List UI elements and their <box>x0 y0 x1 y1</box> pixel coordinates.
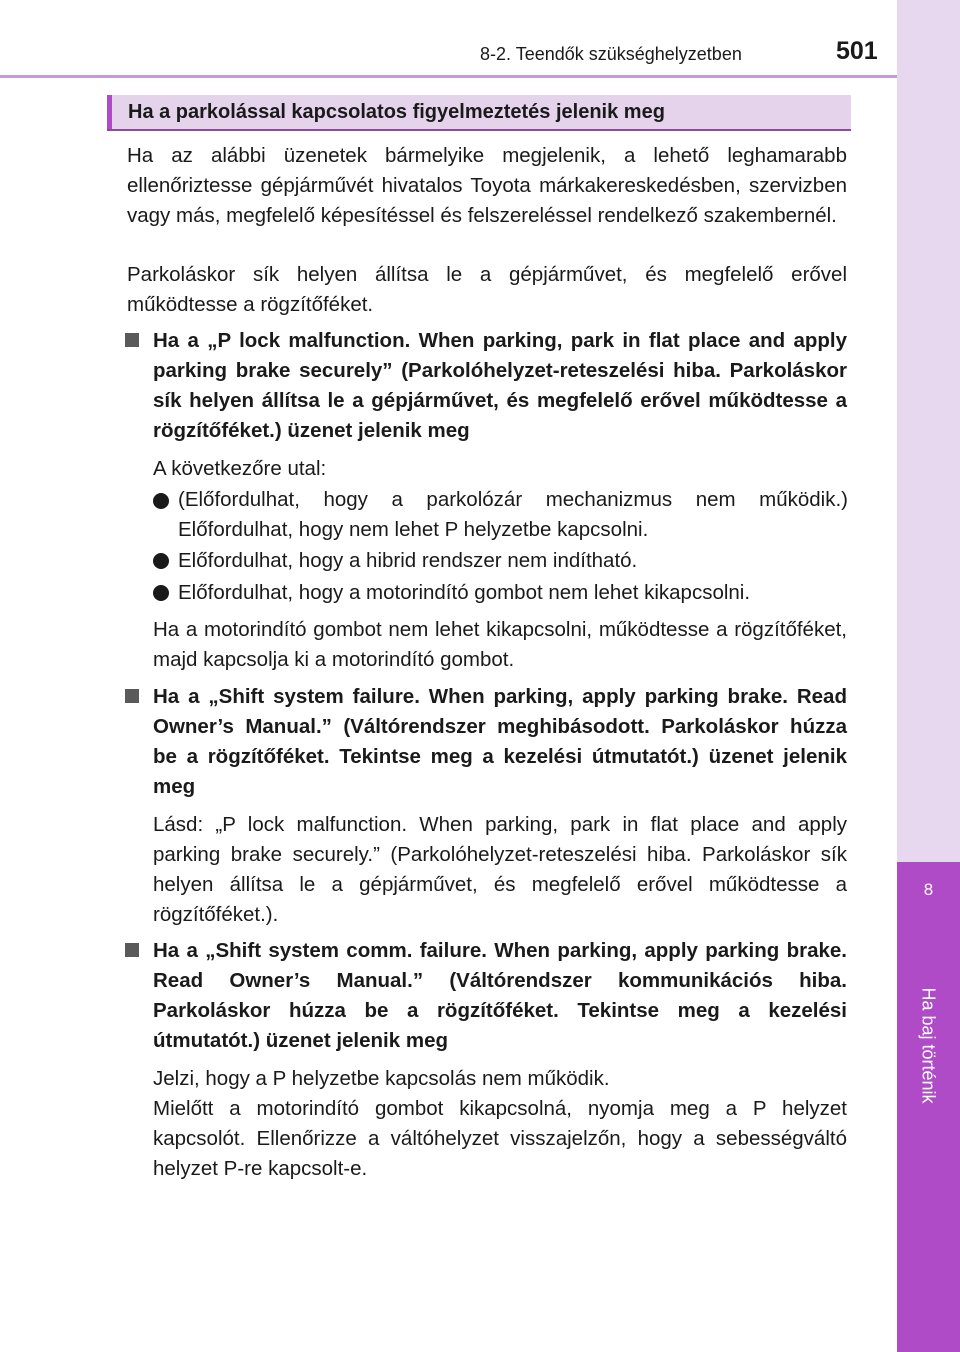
heading-underline <box>107 129 851 131</box>
chapter-tab-label-wrap <box>900 955 956 1135</box>
square-bullet-icon <box>125 689 139 703</box>
bullet-item-1: (Előfordulhat, hogy a parkolózár mechanizmus nem működik.) Előfordulhat, hogy nem lehet P helyzetbe kapcsolni. <box>178 488 848 541</box>
square-bullet-icon <box>125 943 139 957</box>
chapter-tab-label: Ha baj történik <box>918 986 939 1104</box>
subsection-lead-1: A következőre utal: <box>153 457 327 480</box>
subsection-title-3: Ha a „Shift system comm. failure. When parking, apply parking brake. Read Owner’s Manual.” (Váltórendszer kommunikációs hiba. Parkoláskor húzza be a rögzítőféket. Tekintse meg a kezelési útmutatót.) üzenet jelenik meg <box>153 939 847 1052</box>
intro-paragraph-2: Parkoláskor sík helyen állítsa le a gépjárművet, és megfelelő erővel működtesse a rögzítőféket. <box>127 263 847 316</box>
subsection-title-2: Ha a „Shift system failure. When parking, apply parking brake. Read Owner’s Manual.” (Váltórendszer meghibásodott. Parkoláskor húzza be a rögzítőféket. Tekintse meg a kezelési útmutatót.) üzenet jelenik meg <box>153 685 847 798</box>
section-heading-text: Ha a parkolással kapcsolatos figyelmeztetés jelenik meg <box>128 101 665 123</box>
square-bullet-icon <box>125 333 139 347</box>
subsection-title-1: Ha a „P lock malfunction. When parking, park in flat place and apply parking brake securely” (Parkolóhelyzet-reteszelési hiba. Parkoláskor sík helyen állítsa le a gépjárművet, és megfelelő erővel működtesse a rögzítőféket.) üzenet jelenik meg <box>153 329 847 442</box>
round-bullet-icon <box>153 553 169 569</box>
subsection-body-2: Lásd: „P lock malfunction. When parking, park in flat place and apply parking brake securely.” (Parkolóhelyzet-reteszelési hiba. Parkoláskor sík helyen állítsa le a gépjárművet, és megfelelő erővel működtesse a rögzítőféket.). <box>153 813 847 926</box>
subsection-note-1: Ha a motorindító gombot nem lehet kikapcsolni, működtesse a rögzítőféket, majd kapcsolja ki a motorindító gombot. <box>153 618 847 671</box>
subsection-body-3b: Mielőtt a motorindító gombot kikapcsolná, nyomja meg a P helyzet kapcsolót. Ellenőrizze a váltóhelyzet visszajelzőn, hogy a sebességváltó helyzet P-re kapcsolt-e. <box>153 1097 847 1180</box>
intro-paragraph-1: Ha az alábbi üzenetek bármelyike megjelenik, a lehető leghamarabb ellenőriztesse gépjárművét hivatalos Toyota márkakereskedésben, szervizben vagy más, megfelelő képesítéssel és felszereléssel rendelkező szakembernél. <box>127 144 847 227</box>
round-bullet-icon <box>153 493 169 509</box>
chapter-tab-number: 8 <box>923 880 934 899</box>
section-heading <box>107 95 851 131</box>
header-rule <box>0 75 897 78</box>
page-number: 501 <box>836 37 878 65</box>
running-header: 8-2. Teendők szükséghelyzetben <box>480 44 742 64</box>
bullet-item-3: Előfordulhat, hogy a motorindító gombot nem lehet kikapcsolni. <box>178 581 751 604</box>
bullet-item-2: Előfordulhat, hogy a hibrid rendszer nem indítható. <box>178 549 638 572</box>
round-bullet-icon <box>153 585 169 601</box>
subsection-body-3a: Jelzi, hogy a P helyzetbe kapcsolás nem működik. <box>153 1067 610 1090</box>
